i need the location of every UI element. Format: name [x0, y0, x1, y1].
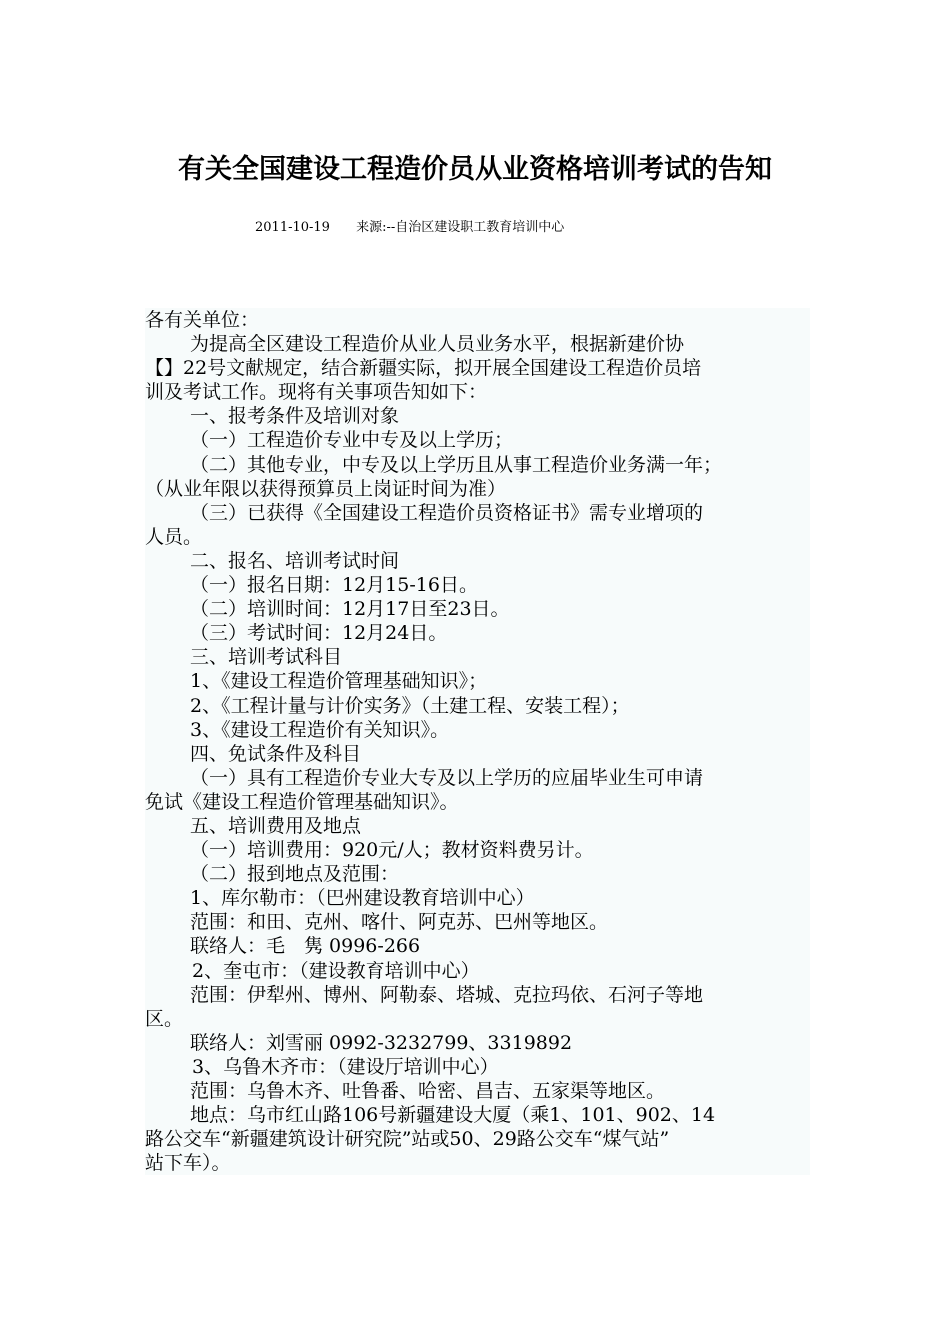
- body-line: 【】22号文献规定，结合新疆实际，拟开展全国建设工程造价员培: [145, 357, 702, 380]
- body-line: （二）报到地点及范围：: [190, 863, 400, 886]
- body-line: 范围：乌鲁木齐、吐鲁番、哈密、昌吉、五家渠等地区。: [190, 1080, 666, 1102]
- body-line: 五、培训费用及地点: [190, 814, 362, 837]
- body-line: 三、培训考试科目: [190, 646, 343, 669]
- body-line: （一）报名日期：12月15-16日。: [190, 574, 478, 597]
- body-line: （二）其他专业，中专及以上学历且从事工程造价业务满一年；: [190, 453, 723, 476]
- body-line: 3、乌鲁木齐市：（建设厅培训中心）: [192, 1055, 499, 1078]
- body-line: 1、《建设工程造价管理基础知识》；: [190, 670, 488, 693]
- source-label: 来源:--自治区建设职工教育培训中心: [356, 220, 565, 235]
- body-line: 范围：和田、克州、喀什、阿克苏、巴州等地区。: [190, 911, 609, 934]
- body-line: 免试《建设工程造价管理基础知识》。: [145, 790, 459, 813]
- body-line: 3、《建设工程造价有关知识》。: [190, 718, 450, 741]
- body-line: 各有关单位：: [145, 309, 260, 331]
- body-line: 二、报名、培训考试时间: [190, 549, 400, 572]
- body-line: 联络人：刘雪丽 0992-3232799、3319892: [190, 1031, 573, 1054]
- body-line: （二）培训时间：12月17日至23日。: [190, 598, 510, 621]
- article-body: [145, 308, 810, 1175]
- body-line: （一）工程造价专业中专及以上学历；: [190, 429, 514, 452]
- body-line: 范围：伊犁州、博州、阿勒泰、塔城、克拉玛依、石河子等地: [190, 983, 704, 1006]
- body-line: 联络人：毛 隽 0996-266: [190, 935, 421, 958]
- body-line: 一、报考条件及培训对象: [190, 405, 400, 428]
- body-line: 人员。: [145, 525, 203, 548]
- body-line: 2、奎屯市：（建设教育培训中心）: [192, 959, 480, 982]
- body-line: 区。: [145, 1007, 184, 1030]
- body-line: 1、库尔勒市：（巴州建设教育培训中心）: [190, 887, 535, 910]
- body-line: 为提高全区建设工程造价从业人员业务水平，根据新建价协: [190, 333, 685, 356]
- body-line: （从业年限以获得预算员上岗证时间为准）: [145, 477, 507, 500]
- body-line: （三）考试时间：12月24日。: [190, 622, 448, 645]
- article-meta: [255, 218, 564, 238]
- body-line: （一）培训费用：920元/人；教材资料费另计。: [190, 839, 594, 862]
- body-line: （一）具有工程造价专业大专及以上学历的应届毕业生可申请: [190, 766, 704, 789]
- body-line: 地点：乌市红山路106号新疆建设大厦（乘1、101、902、14: [190, 1104, 716, 1127]
- body-line: 四、免试条件及科目: [190, 742, 362, 765]
- body-line: 路公交车“新疆建筑设计研究院”站或50、29路公交车“煤气站”: [145, 1128, 670, 1151]
- body-line: （三）已获得《全国建设工程造价员资格证书》需专业增项的: [190, 501, 704, 524]
- body-line: 2、《工程计量与计价实务》（土建工程、安装工程）；: [190, 694, 630, 717]
- body-line: 站下车）。: [145, 1152, 231, 1175]
- page-title: 有关全国建设工程造价员从业资格培训考试的告知: [178, 154, 772, 185]
- publish-date: 2011-10-19: [255, 220, 330, 235]
- body-line: 训及考试工作。现将有关事项告知如下：: [145, 381, 488, 404]
